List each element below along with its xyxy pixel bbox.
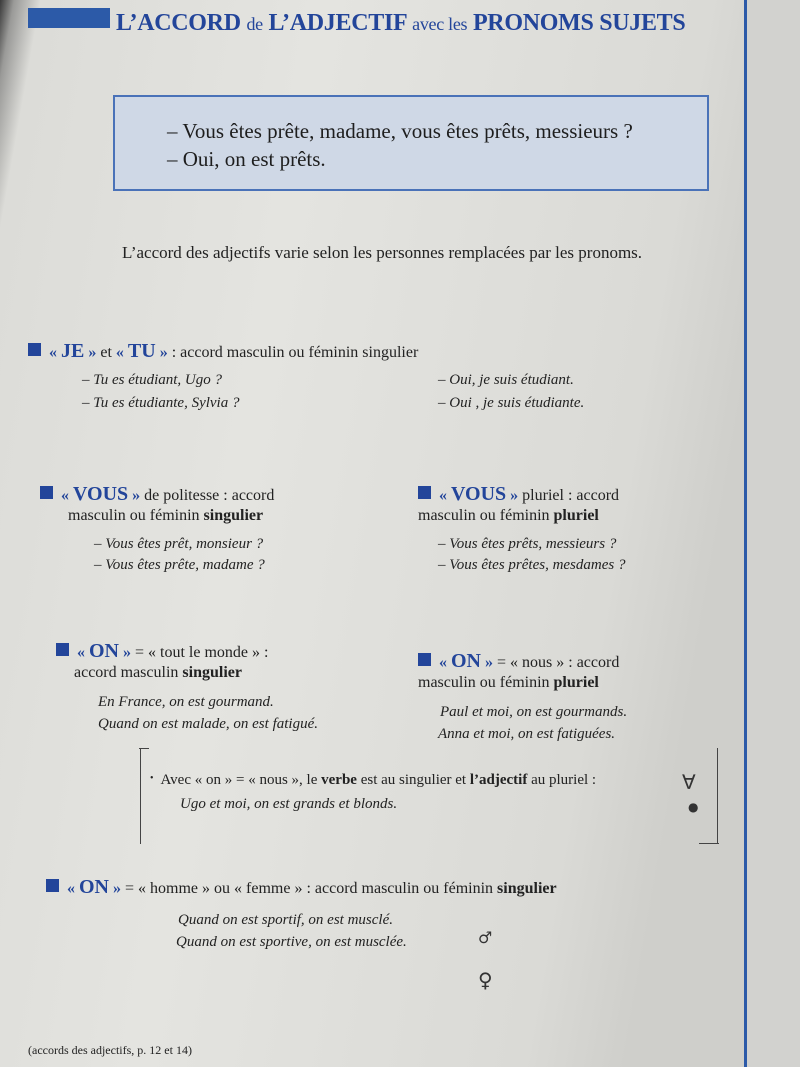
quote-mark: » — [485, 654, 493, 671]
pronoun-keyword: TU — [127, 340, 156, 362]
rule-text-line2 — [74, 664, 242, 682]
title-part: L’ACCORD — [116, 10, 241, 36]
square-bullet-icon — [40, 486, 53, 499]
connector-word: et — [100, 344, 112, 361]
rule-text: de politesse : accord — [144, 487, 275, 504]
example-line: – Oui, on est prêts. — [167, 147, 326, 171]
rule-emphasis: singulier — [203, 507, 264, 524]
square-bullet-icon — [418, 653, 431, 666]
pronoun-keyword: JE — [61, 340, 85, 362]
section-vous-politesse-header — [40, 483, 274, 506]
example-sentence: Ugo et moi, on est grands et blonds. — [180, 796, 398, 812]
quote-mark: » — [113, 880, 121, 897]
rule-text: = « tout le monde » : — [135, 644, 269, 661]
title-part: L’ADJECTIF — [268, 10, 407, 36]
footer-reference: (accords des adjectifs, p. 12 et 14) — [28, 1043, 192, 1057]
title-part: PRONOMS SUJETS — [472, 10, 686, 36]
example-sentence: Quand on est malade, on est fatigué. — [98, 716, 318, 732]
rule-text: = « nous » : accord — [497, 654, 620, 671]
note-text: au pluriel : — [531, 772, 597, 788]
quote-mark: « — [77, 644, 85, 661]
quote-mark: » — [510, 487, 519, 504]
example-sentence: Quand on est sportif, on est musclé. — [178, 912, 393, 928]
section-on-homme-header — [46, 876, 557, 899]
intro-text: L’accord des adjectifs varie selon les personnes remplacées par les pronoms. — [122, 243, 643, 262]
title-accent-bar — [28, 8, 110, 28]
pronoun-keyword: ON — [451, 650, 481, 672]
title-part: de — [246, 14, 263, 34]
quote-mark: « — [439, 654, 447, 671]
pronoun-keyword: VOUS — [73, 483, 129, 505]
quote-mark: » — [159, 344, 168, 361]
pencil-mark-icon: ∀ — [682, 770, 696, 794]
quote-mark: « — [115, 344, 124, 361]
note-text: est au singulier et — [360, 772, 467, 788]
example-sentence: Anna et moi, on est fatiguées. — [438, 726, 616, 742]
quote-mark: » — [132, 487, 141, 504]
pronoun-keyword: ON — [79, 876, 109, 898]
pronoun-keyword: VOUS — [451, 483, 507, 505]
square-bullet-icon — [56, 643, 69, 656]
pencil-mark-icon: ♂ — [478, 928, 493, 947]
quote-mark: » — [88, 344, 97, 361]
quote-mark: « — [67, 880, 75, 897]
section-on-tout-header — [56, 640, 268, 663]
rule-text: masculin ou féminin — [418, 507, 550, 524]
example-sentence: – Vous êtes prêtes, mesdames ? — [438, 557, 626, 573]
example-sentence: Quand on est sportive, on est musclée. — [176, 934, 407, 950]
example-sentence: – Vous êtes prêts, messieurs ? — [438, 536, 617, 552]
example-sentence: – Tu es étudiante, Sylvia ? — [82, 395, 240, 411]
example-line: – Vous êtes prête, madame, vous êtes prêts, messieurs ? — [167, 119, 633, 143]
example-dialogue-box — [113, 95, 709, 191]
square-bullet-icon — [418, 486, 431, 499]
note-rule — [150, 772, 596, 789]
example-sentence: Paul et moi, on est gourmands. — [440, 704, 628, 720]
note-text: Avec « on » = « nous », le — [160, 772, 318, 788]
quote-mark: « — [61, 487, 69, 504]
section-vous-pluriel-header — [418, 483, 619, 506]
rule-text: masculin ou féminin — [68, 507, 200, 524]
rule-emphasis: singulier — [182, 664, 242, 681]
quote-mark: « — [49, 344, 57, 361]
rule-text-line2 — [68, 507, 263, 525]
example-sentence: En France, on est gourmand. — [98, 694, 274, 710]
rule-emphasis: pluriel — [553, 674, 599, 691]
quote-mark: » — [123, 644, 131, 661]
rule-emphasis: pluriel — [553, 507, 599, 524]
note-emphasis: verbe — [321, 772, 357, 788]
rule-text: pluriel : accord — [522, 487, 620, 504]
page-title — [116, 10, 685, 37]
example-sentence: – Oui , je suis étudiante. — [438, 395, 585, 411]
quote-mark: « — [439, 487, 447, 504]
square-bullet-icon — [28, 343, 41, 356]
section-je-tu-header — [28, 340, 418, 363]
example-sentence: – Vous êtes prêt, monsieur ? — [94, 536, 264, 552]
rule-text: = « homme » ou « femme » : accord masculin ou féminin — [125, 880, 494, 897]
bullet-icon: • — [150, 773, 154, 784]
rule-text-line2 — [418, 507, 599, 525]
example-sentence: – Oui, je suis étudiant. — [438, 372, 574, 388]
note-emphasis: l’adjectif — [469, 772, 528, 788]
section-on-nous-header — [418, 650, 619, 673]
pronoun-keyword: ON — [89, 640, 119, 662]
rule-text: masculin ou féminin — [418, 674, 550, 691]
rule-emphasis: singulier — [497, 880, 557, 897]
square-bullet-icon — [46, 879, 59, 892]
rule-text: : accord masculin ou féminin singulier — [171, 344, 419, 361]
pencil-mark-icon: ♀ — [478, 968, 493, 992]
rule-text-line2 — [418, 674, 599, 692]
pencil-mark-icon: ● — [688, 800, 699, 814]
title-part: avec les — [412, 14, 468, 34]
example-sentence: – Tu es étudiant, Ugo ? — [82, 372, 223, 388]
example-sentence: – Vous êtes prête, madame ? — [94, 557, 265, 573]
page-margin — [747, 0, 800, 1067]
rule-text: accord masculin — [74, 664, 179, 681]
